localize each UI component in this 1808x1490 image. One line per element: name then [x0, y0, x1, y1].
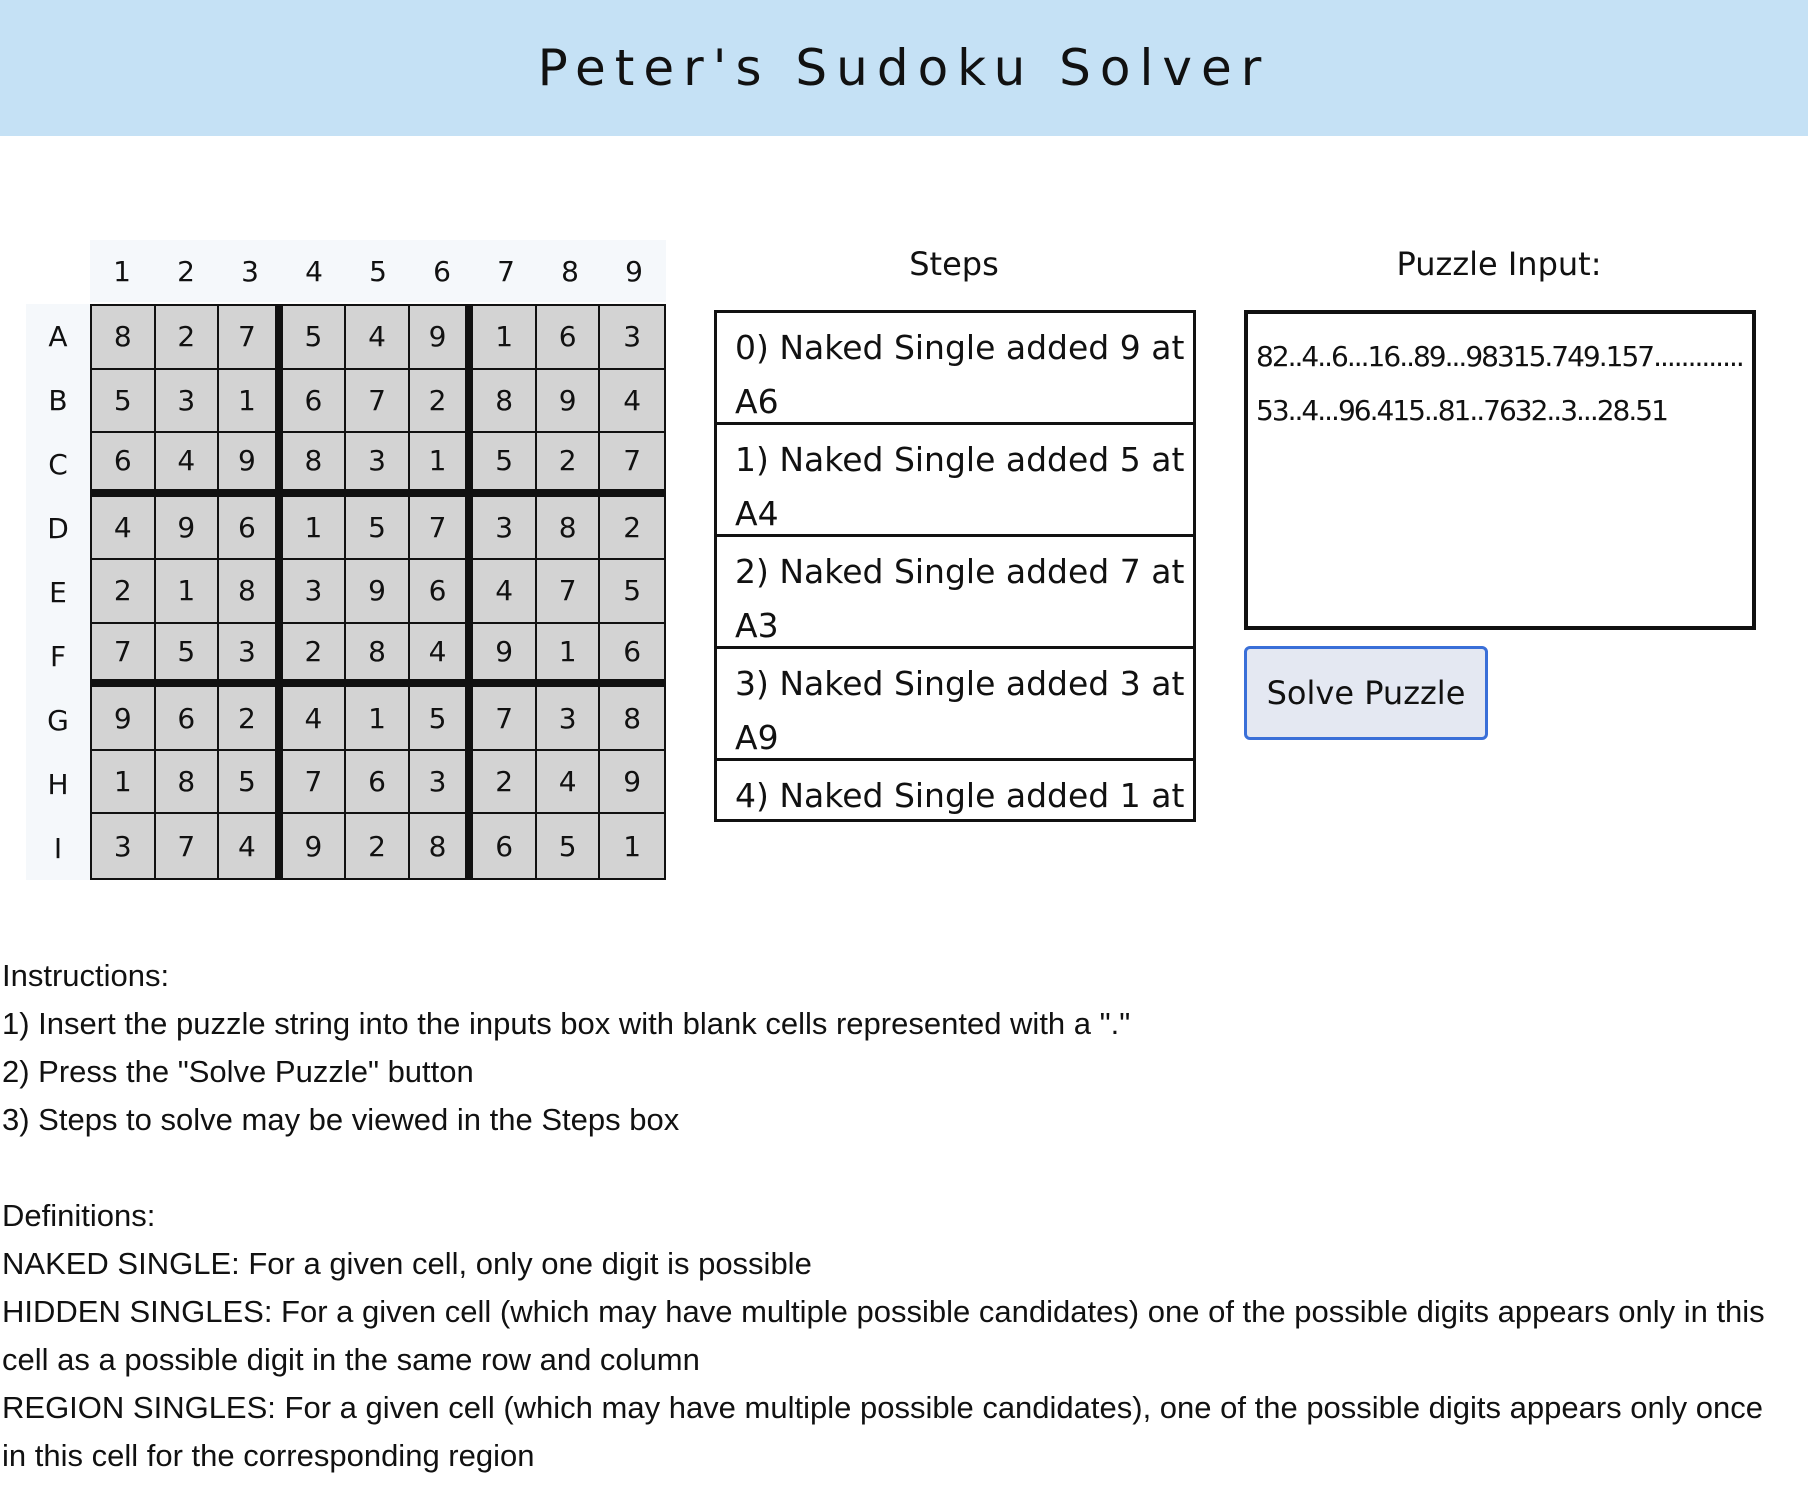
sudoku-cell: 8: [156, 751, 220, 815]
sudoku-cell: 4: [156, 433, 220, 497]
row-label: H: [47, 767, 69, 801]
column-label: 5: [369, 254, 387, 288]
row-label: B: [48, 383, 68, 417]
sudoku-cell: 2: [473, 751, 537, 815]
instructions-heading: Instructions:: [2, 958, 170, 993]
column-label: 4: [305, 254, 323, 288]
sudoku-cell: 1: [473, 306, 537, 370]
row-label: D: [47, 511, 69, 545]
sudoku-cell: 8: [410, 814, 474, 878]
sudoku-cell: 1: [283, 497, 347, 561]
sudoku-cell: 8: [600, 687, 664, 751]
sudoku-cell: 1: [92, 751, 156, 815]
spacer: [2, 1144, 1792, 1192]
puzzle-input-title: Puzzle Input:: [1396, 245, 1602, 283]
sudoku-cell: 8: [346, 624, 410, 688]
sudoku-cell: 3: [537, 687, 601, 751]
sudoku-cell: 4: [600, 370, 664, 434]
sudoku-cell: 1: [623, 829, 642, 863]
sudoku-cell: 8: [92, 306, 156, 370]
sudoku-cell: 8: [283, 433, 347, 497]
step-item: 3) Naked Single added 3 at A9: [717, 649, 1193, 761]
sudoku-cell: 2: [92, 560, 156, 624]
sudoku-cell: 2: [219, 687, 283, 751]
page-header: [0, 0, 1808, 136]
sudoku-cell: 9: [346, 560, 410, 624]
sudoku-cell: 3: [156, 370, 220, 434]
sudoku-cell: 9: [283, 814, 347, 878]
sudoku-cell: 7: [473, 687, 537, 751]
sudoku-cell: 9: [219, 433, 283, 497]
sudoku-cell: 2: [346, 814, 410, 878]
sudoku-cell: 6: [219, 497, 283, 561]
sudoku-cell: 5: [92, 370, 156, 434]
sudoku-cell: 9: [473, 624, 537, 688]
sudoku-cell: 8: [537, 497, 601, 561]
sudoku-cell: 5: [537, 814, 601, 878]
sudoku-cell: 7: [219, 306, 283, 370]
instruction-line: 3) Steps to solve may be viewed in the Steps box: [2, 1102, 680, 1137]
sudoku-cell: 6: [473, 814, 537, 878]
sudoku-cell: 5: [283, 306, 347, 370]
sudoku-cell: 7: [346, 370, 410, 434]
sudoku-cell: 4: [92, 497, 156, 561]
sudoku-cell: 6: [600, 624, 664, 688]
column-label: 3: [241, 254, 259, 288]
sudoku-cell: 5: [156, 624, 220, 688]
row-label: G: [47, 703, 69, 737]
sudoku-cell: 6: [537, 306, 601, 370]
sudoku-cell: 9: [537, 370, 601, 434]
sudoku-cell: 6: [283, 370, 347, 434]
sudoku-cell: 2: [600, 497, 664, 561]
sudoku-cell: 5: [410, 687, 474, 751]
sudoku-cell: 6: [92, 433, 156, 497]
sudoku-cell: 7: [410, 497, 474, 561]
row-label: A: [48, 319, 68, 353]
sudoku-cell: 9: [600, 751, 664, 815]
step-item: 4) Naked Single added 1 at: [735, 776, 1185, 815]
column-label: 8: [561, 254, 579, 288]
sudoku-cell: 7: [156, 814, 220, 878]
sudoku-cell: 8: [473, 370, 537, 434]
sudoku-cell: 4: [283, 687, 347, 751]
sudoku-cell: 3: [410, 751, 474, 815]
row-labels: [26, 304, 90, 880]
sudoku-cell: 6: [410, 560, 474, 624]
sudoku-cell: 8: [219, 560, 283, 624]
sudoku-cell: 4: [346, 306, 410, 370]
sudoku-cell: 3: [600, 306, 664, 370]
instruction-line: 1) Insert the puzzle string into the inputs box with blank cells represented with a ".": [2, 1006, 1131, 1041]
definition-line: REGION SINGLES: For a given cell (which may have multiple possible candidates), one of the possible digits appears only once in this cell for the corresponding region: [2, 1390, 1763, 1473]
sudoku-cell: 7: [600, 433, 664, 497]
step-item: 1) Naked Single added 5 at A4: [717, 425, 1193, 537]
row-label: I: [53, 831, 63, 865]
row-label: F: [49, 639, 67, 673]
definition-line: NAKED SINGLE: For a given cell, only one digit is possible: [2, 1246, 812, 1281]
definition-line: HIDDEN SINGLES: For a given cell (which may have multiple possible candidates) one of the possible digits appears only in this cell as a possible digit in the same row and column: [2, 1294, 1765, 1377]
step-item: 2) Naked Single added 7 at A3: [717, 537, 1193, 649]
sudoku-cell: 2: [410, 370, 474, 434]
sudoku-cell: 4: [410, 624, 474, 688]
solve-puzzle-button[interactable]: Solve Puzzle: [1244, 646, 1488, 740]
step-item: 0) Naked Single added 9 at A6: [717, 313, 1193, 425]
sudoku-cell: 1: [156, 560, 220, 624]
row-label: E: [49, 575, 67, 609]
sudoku-cell: 3: [346, 433, 410, 497]
sudoku-cell: 4: [537, 751, 601, 815]
column-labels: [90, 240, 666, 302]
sudoku-cell: 9: [156, 497, 220, 561]
column-label: 2: [177, 254, 195, 288]
sudoku-cell: 5: [346, 497, 410, 561]
sudoku-cell: 3: [473, 497, 537, 561]
sudoku-cell: 3: [219, 624, 283, 688]
sudoku-cell: 2: [283, 624, 347, 688]
row-label: C: [48, 447, 68, 481]
sudoku-cell: 6: [156, 687, 220, 751]
sudoku-cell: 7: [537, 560, 601, 624]
steps-box[interactable]: [714, 310, 1196, 822]
sudoku-cell: 3: [283, 560, 347, 624]
sudoku-cell: 5: [219, 751, 283, 815]
sudoku-cell: 1: [219, 370, 283, 434]
sudoku-board: [90, 304, 666, 880]
sudoku-cell: 1: [346, 687, 410, 751]
sudoku-cell: 5: [600, 560, 664, 624]
column-label: 7: [497, 254, 515, 288]
sudoku-cell: 7: [283, 751, 347, 815]
sudoku-cell: 7: [92, 624, 156, 688]
sudoku-cell: 5: [473, 433, 537, 497]
instruction-line: 2) Press the "Solve Puzzle" button: [2, 1054, 474, 1089]
sudoku-cell: 3: [92, 814, 156, 878]
sudoku-cell: 4: [473, 560, 537, 624]
column-label: 1: [113, 254, 131, 288]
sudoku-cell: 9: [92, 687, 156, 751]
info-section: [2, 952, 1792, 1480]
sudoku-cell: 1: [410, 433, 474, 497]
sudoku-cell: 4: [219, 814, 283, 878]
sudoku-cell: 2: [537, 433, 601, 497]
puzzle-input[interactable]: [1244, 310, 1756, 630]
definitions-heading: Definitions:: [2, 1198, 156, 1233]
column-label: 6: [433, 254, 451, 288]
sudoku-cell: 2: [156, 306, 220, 370]
column-label: 9: [625, 254, 643, 288]
page-title: Peter's Sudoku Solver: [537, 39, 1271, 97]
steps-title: Steps: [909, 245, 999, 283]
sudoku-cell: 1: [537, 624, 601, 688]
sudoku-cell: 9: [410, 306, 474, 370]
sudoku-cell: 6: [346, 751, 410, 815]
